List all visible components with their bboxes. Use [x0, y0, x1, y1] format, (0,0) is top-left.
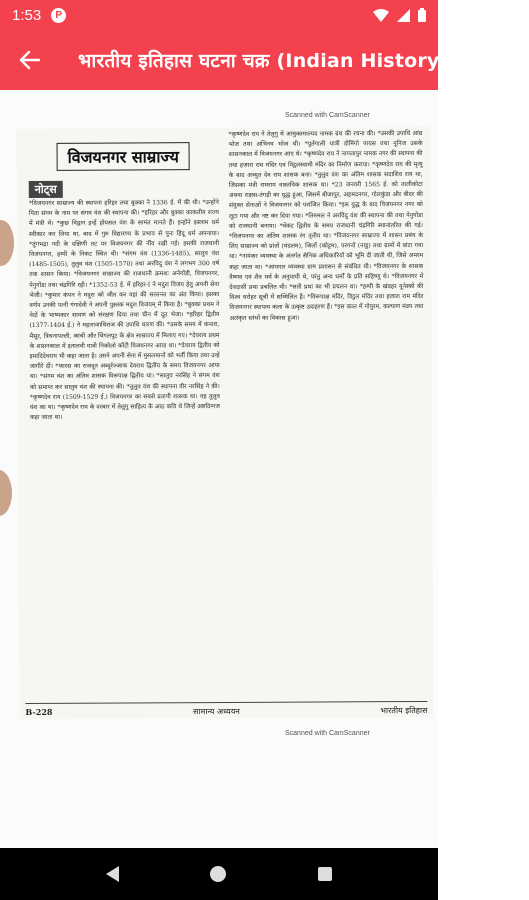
app-notification-icon: P	[51, 8, 66, 23]
left-column-text: *विजयनगर साम्राज्य की स्थापना हरिहर तथा बुक्का ने 1336 ई. में की थी। *उन्होंने पिता संगम के नाम पर संगम वंश की स्थापना की। *हरिहर और बुक्का काकतीय राज्य में मंत्री थे। *कुछ विद्वान इन्हें होयसल वंश के सामंत मानते हैं। इन्होंने इस्लाम धर्म स्वीकार कर लिया था, बाद में गुरु विद्यारण्य के प्रभाव से पुनः हिंदू धर्म अपनाया। *तुंगभद्रा नदी के दक्षिणी तट पर विजयनगर की नींव रखी गई। इसकी राजधानी विजयनगर, हम्पी के निकट स्थित थी। *संगम वंश (1336-1485), सालुव वंश (1485-1505), तुलुव वंश (1505-1570) तथा अरविदु वंश ने लगभग 300 वर्ष तक शासन किया। *विजयनगर साम्राज्य की राजधानी क्रमशः अनेगोंडी, विजयनगर, पेनुगोंडा तथा चंद्रगिरि रही। *1352-53 ई. में हरिहर-I ने मदुरा विजय हेतु अपनी सेना भेजी। *कुमार कंपन ने मदुरा को जीत कर वहां की सल्तनत का अंत किया। इसका वर्णन उनकी पत्नी गंगादेवी ने अपनी पुस्तक मदुरा विजयम् में किया है। *बुक्का प्रथम ने वेदों के भाष्यकार सायण को संरक्षण दिया तथा चीन में दूत भेजा। *हरिहर द्वितीय (1377-1404 ई.) ने महाराजाधिराज की उपाधि धारण की। *उसके समय में कनारा, मैसूर, त्रिचनापल्ली, कांची और चिंगलपुट के क्षेत्र साम्राज्य में मिलाए गए। *देवराय प्रथम के शासनकाल में इतालवी यात्री निकोलो कोंटी विजयनगर आया था। *देवराय द्वितीय को इमादिदेवराय भी कहा जाता है। उसने अपनी सेना में मुसलमानों को भर्ती किया तथा उन्हें जागीरें दीं। *फारस का राजदूत अब्दुर्रज्जाक देवराय द्वितीय के समय विजयनगर आया था। *संगम वंश का अंतिम शासक विरूपाक्ष द्वितीय था। *सालुव नरसिंह ने संगम वंश को समाप्त कर सालुव वंश की स्थापना की। *तुलुव वंश की स्थापना वीर नरसिंह ने की। *कृष्णदेव राय (1509-1529 ई.) विजयनगर का सबसे प्रतापी शासक था। वह तुलुव वंश का था। *कृष्णदेव राय के दरबार में तेलुगु साहित्य के आठ कवि थे जिन्हें अष्टदिग्गज कहा जाता था।	[28, 199, 220, 422]
status-time: 1:53	[12, 6, 42, 24]
finger-photo-edge-bottom	[0, 470, 12, 516]
page-number: B-228	[25, 706, 53, 718]
page-title: भारतीय इतिहास घटना चक्र (Indian History Events)	[78, 50, 529, 72]
footer-divider	[25, 701, 427, 704]
home-icon[interactable]	[210, 866, 226, 882]
scan-watermark-top: Scanned with CamScanner	[285, 112, 370, 119]
footer-subject: भारतीय इतिहास	[380, 705, 428, 716]
scanned-page-viewer[interactable]	[0, 90, 438, 848]
finger-photo-edge-top	[0, 220, 14, 266]
status-icons	[373, 8, 426, 22]
signal-icon	[397, 9, 410, 22]
status-bar	[0, 0, 438, 30]
footer-book-title: सामान्य अध्ययन	[193, 706, 240, 717]
back-button[interactable]	[0, 30, 60, 90]
page-footer	[25, 705, 427, 718]
app-bar	[0, 30, 529, 90]
navigation-bar	[0, 848, 438, 900]
arrow-left-icon	[20, 51, 40, 69]
back-icon[interactable]	[106, 866, 119, 882]
scanned-page	[16, 127, 433, 719]
recents-icon[interactable]	[318, 867, 332, 881]
right-column-text: *कृष्णदेव राय ने तेलुगु में आमुक्तमाल्यद नामक ग्रंथ की रचना की। *उसकी उपाधि आंध्र भोज तथा अभिनव भोज थी। *पुर्तगाली यात्री डोमिंगो पायस तथा नूनिज उसके शासनकाल में विजयनगर आए थे। *कृष्णदेव राय ने नागलापुर नामक नगर की स्थापना की तथा हजारा राम मंदिर एवं विट्ठलस्वामी मंदिर का निर्माण कराया। *कृष्णदेव राय की मृत्यु के बाद अच्युत देव राय शासक बना। *तुलुव वंश का अंतिम शासक सदाशिव राय था, जिसका मंत्री रामराय वास्तविक शासक था। *23 जनवरी 1565 ई. को तालीकोटा अथवा राक्षस-तंगड़ी का युद्ध हुआ, जिसमें बीजापुर, अहमदनगर, गोलकुंडा और बीदर की संयुक्त सेनाओं ने विजयनगर को पराजित किया। *इस युद्ध के बाद विजयनगर नगर को लूटा गया और नष्ट कर दिया गया। *तिरुमल ने अरविदु वंश की स्थापना की तथा पेनुगोंडा को राजधानी बनाया। *वेंकट द्वितीय के समय राजधानी चंद्रगिरि स्थानांतरित की गई। *विजयनगर का अंतिम शासक रंग तृतीय था। *विजयनगर साम्राज्य में शासन प्रबंध के लिए साम्राज्य को प्रांतों (मंडलम), जिलों (कोट्टम), परगनों (नाडु) तथा ग्रामों में बांटा गया था। *नायंकर व्यवस्था के अंतर्गत सैनिक अधिकारियों को भूमि दी जाती थी, जिसे अमरम कहा जाता था। *आयगार व्यवस्था ग्राम प्रशासन से संबंधित थी। *विजयनगर के शासक वैष्णव एवं शैव धर्म के अनुयायी थे, परंतु अन्य धर्मों के प्रति सहिष्णु थे। *विजयनगर में देवदासी प्रथा प्रचलित थी। *सती प्रथा का भी प्रचलन था। *हम्पी के खंडहर यूनेस्को की विश्व धरोहर सूची में सम्मिलित हैं। *विरूपाक्ष मंदिर, विट्ठल मंदिर तथा हजारा राम मंदिर विजयनगर स्थापत्य कला के उत्कृष्ट उदाहरण हैं। *इस काल में गोपुरम, कल्याण मंडप तथा अलंकृत स्तंभों का विकास हुआ।	[228, 129, 424, 322]
scan-watermark-bottom: Scanned with CamScanner	[285, 730, 370, 737]
battery-icon	[418, 8, 426, 22]
wifi-icon	[373, 9, 389, 22]
notes-tag: नोट्स	[29, 181, 63, 198]
chapter-title: विजयनगर साम्राज्य	[57, 142, 190, 171]
